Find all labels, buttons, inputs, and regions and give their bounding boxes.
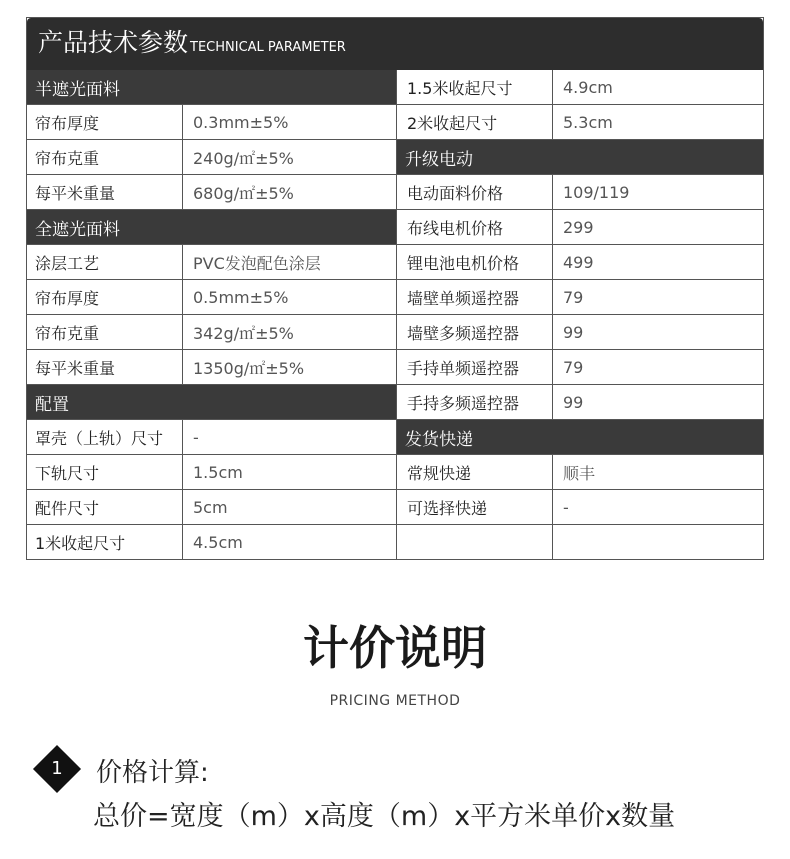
spec-column-left: [27, 70, 396, 559]
section-label: 配置: [35, 394, 69, 415]
spec-row: [397, 244, 763, 279]
spec-key: 可选择快递: [397, 490, 553, 524]
spec-key: 帘布克重: [27, 140, 183, 174]
spec-key: 罩壳（上轨）尺寸: [27, 420, 183, 454]
spec-row: [27, 524, 396, 559]
spec-key: 涂层工艺: [27, 245, 183, 279]
spec-value: 5.3cm: [563, 112, 613, 132]
spec-row: [27, 314, 396, 349]
spec-key: 帘布克重: [27, 315, 183, 349]
spec-row: [397, 314, 763, 349]
spec-key: 墙壁多频遥控器: [397, 315, 553, 349]
spec-key: 2米收起尺寸: [397, 105, 553, 139]
section-header: [397, 139, 763, 174]
spec-value: 4.5cm: [193, 532, 243, 552]
spec-key: [397, 525, 553, 559]
spec-row: [27, 244, 396, 279]
spec-key: 锂电池电机价格: [397, 245, 553, 279]
spec-table: [26, 17, 764, 560]
pricing-item-label: 价格计算:: [96, 758, 209, 788]
spec-key: 电动面料价格: [397, 175, 553, 209]
spec-key: 1米收起尺寸: [27, 525, 183, 559]
spec-value: 4.9cm: [563, 77, 613, 97]
spec-key: 帘布厚度: [27, 280, 183, 314]
spec-value: 0.5mm±5%: [193, 287, 289, 307]
spec-key: 配件尺寸: [27, 490, 183, 524]
spec-value: 299: [563, 217, 594, 237]
spec-row: [27, 349, 396, 384]
spec-key: 下轨尺寸: [27, 455, 183, 489]
spec-row: [397, 454, 763, 489]
pricing-formula: 总价=宽度（m）x高度（m）x平方米单价x数量: [93, 801, 676, 832]
spec-row: [397, 174, 763, 209]
spec-key: 墙壁单频遥控器: [397, 280, 553, 314]
spec-row: [397, 209, 763, 244]
spec-value: [553, 525, 763, 559]
spec-row: [27, 104, 396, 139]
spec-key: 帘布厚度: [27, 105, 183, 139]
spec-value: 680g/㎡±5%: [193, 183, 294, 203]
spec-value: 1350g/㎡±5%: [193, 358, 305, 378]
spec-key: 1.5米收起尺寸: [397, 70, 553, 104]
spec-value: 240g/㎡±5%: [193, 148, 294, 168]
spec-title: [38, 27, 346, 64]
spec-value: 1.5cm: [193, 462, 243, 482]
spec-row: [397, 104, 763, 139]
spec-title-cn: 产品技术参数: [38, 28, 189, 57]
section-label: 升级电动: [405, 149, 473, 170]
spec-row: [27, 174, 396, 209]
spec-row: [397, 384, 763, 419]
spec-row: [27, 279, 396, 314]
spec-key: 手持多频遥控器: [397, 385, 553, 419]
pricing-title: 计价说明: [303, 621, 487, 675]
spec-value: 99: [563, 392, 584, 412]
section-label: 全遮光面料: [35, 219, 120, 240]
spec-value: 109/119: [563, 182, 630, 202]
spec-row: [397, 349, 763, 384]
spec-row: [27, 139, 396, 174]
spec-value: 99: [563, 322, 584, 342]
spec-value: 79: [563, 287, 584, 307]
spec-title-en: TECHNICAL PARAMETER: [190, 40, 346, 55]
spec-header: [27, 18, 763, 70]
spec-value: -: [563, 497, 569, 517]
spec-row: [27, 454, 396, 489]
spec-row: [397, 70, 763, 104]
spec-key: 常规快递: [397, 455, 553, 489]
spec-column-right: [396, 70, 763, 559]
section-header: [27, 70, 396, 104]
spec-value: 342g/㎡±5%: [193, 323, 294, 343]
spec-value: 顺丰: [563, 463, 596, 483]
section-label: 半遮光面料: [35, 79, 120, 100]
spec-key: 每平米重量: [27, 350, 183, 384]
spec-row: [27, 419, 396, 454]
spec-value: 499: [563, 252, 594, 272]
section-header: [27, 384, 396, 419]
spec-key: 每平米重量: [27, 175, 183, 209]
spec-row: [27, 489, 396, 524]
pricing-subtitle: PRICING METHOD: [329, 693, 461, 709]
spec-row: [397, 279, 763, 314]
spec-value: -: [193, 427, 199, 447]
section-label: 发货快递: [405, 429, 473, 450]
spec-key: 手持单频遥控器: [397, 350, 553, 384]
item-number: 1: [51, 758, 63, 779]
spec-key: 布线电机价格: [397, 210, 553, 244]
spec-value: PVC发泡配色涂层: [193, 253, 321, 273]
spec-value: 0.3mm±5%: [193, 112, 289, 132]
spec-value: 5cm: [193, 497, 228, 517]
spec-value: 79: [563, 357, 584, 377]
section-header: [397, 419, 763, 454]
section-header: [27, 209, 396, 244]
spec-row: [397, 489, 763, 524]
spec-row: [397, 524, 763, 559]
